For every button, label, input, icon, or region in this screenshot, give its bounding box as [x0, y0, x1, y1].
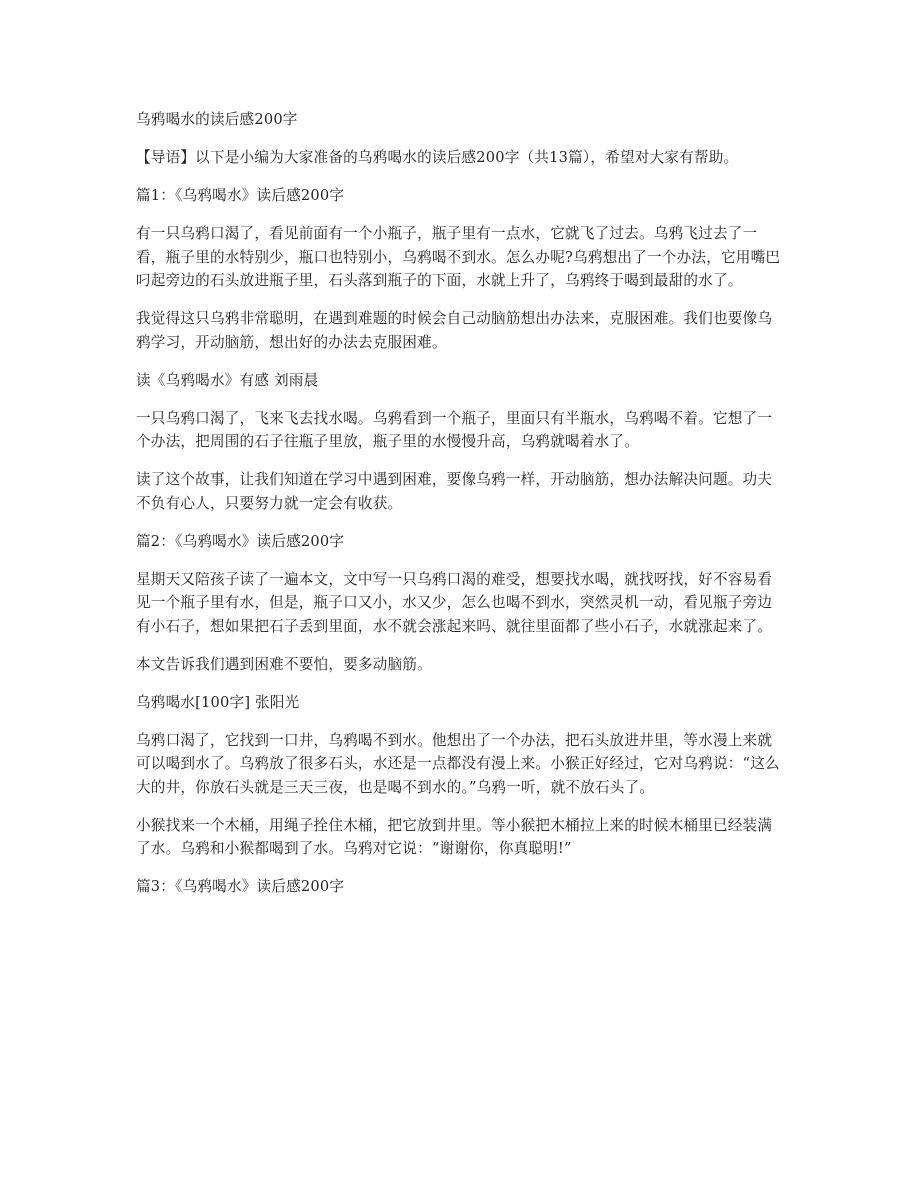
section-heading: 篇1：《乌鸦喝水》读后感200字	[136, 187, 345, 204]
intro-paragraph: 【导语】以下是小编为大家准备的乌鸦喝水的读后感200字（共13篇），希望对大家有帮助。	[136, 149, 739, 166]
document-body	[136, 108, 786, 913]
section-heading: 篇3：《乌鸦喝水》读后感200字	[136, 878, 345, 895]
body-paragraph: 本文告诉我们遇到困难不要怕，要多动脑筋。	[136, 655, 432, 673]
body-paragraph: 小猴找来一个木桶，用绳子拴住木桶，把它放到井里。等小猴把木桶拉上来的时候木桶里已经装满了水。乌鸦和小猴都喝到了水。乌鸦对它说：“谢谢你，你真聪明!”	[136, 816, 773, 857]
body-paragraph: 乌鸦口渴了，它找到一口井，乌鸦喝不到水。他想出了一个办法，把石头放进井里，等水漫上来就可以喝到水了。乌鸦放了很多石头，水还是一点都没有漫上来。小猴正好经过，它对乌鸦说：“这么大的井，你放石头就是三天三夜，也是喝不到水的。”乌鸦一听，就不放石头了。	[136, 731, 780, 796]
document-title: 乌鸦喝水的读后感200字	[136, 111, 298, 128]
section-heading: 乌鸦喝水[100字] 张阳光	[136, 693, 300, 711]
body-paragraph: 星期天又陪孩子读了一遍本文，文中写一只乌鸦口渴的难受，想要找水喝，就找呀找，好不容易看见一个瓶子里有水，但是，瓶子口又小，水又少，怎么也喝不到水，突然灵机一动，看见瓶子旁边有小石子，想如果把石子丢到里面，水不就会涨起来吗、就往里面都了些小石子，水就涨起来了。	[136, 570, 773, 635]
body-paragraph: 我觉得这只乌鸦非常聪明，在遇到难题的时候会自己动脑筋想出办法来，克服困难。我们也要像乌鸦学习，开动脑筋，想出好的办法去克服困难。	[136, 310, 773, 351]
section-heading: 读《乌鸦喝水》有感 刘雨晨	[136, 371, 319, 389]
body-paragraph: 读了这个故事，让我们知道在学习中遇到困难，要像乌鸦一样，开动脑筋，想办法解决问题。功夫不负有心人，只要努力就一定会有收获。	[136, 471, 773, 512]
body-paragraph: 有一只乌鸦口渴了，看见前面有一个小瓶子，瓶子里有一点水，它就飞了过去。乌鸦飞过去了一看，瓶子里的水特别少，瓶口也特别小，乌鸦喝不到水。怎么办呢?乌鸦想出了一个办法，它用嘴巴叼起旁边的石头放进瓶子里，石头落到瓶子的下面，水就上升了，乌鸦终于喝到最甜的水了。	[136, 225, 781, 289]
body-paragraph: 一只乌鸦口渴了，飞来飞去找水喝。乌鸦看到一个瓶子，里面只有半瓶水，乌鸦喝不着。它想了一个办法，把周围的石子往瓶子里放，瓶子里的水慢慢升高，乌鸦就喝着水了。	[136, 409, 773, 450]
section-heading: 篇2：《乌鸦喝水》读后感200字	[136, 532, 345, 550]
